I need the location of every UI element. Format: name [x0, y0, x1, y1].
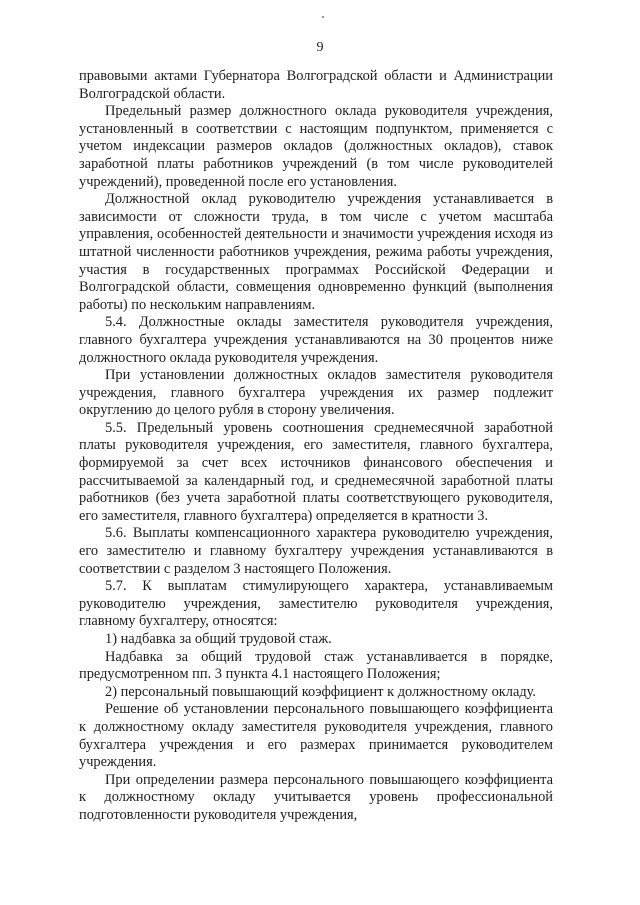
paragraph-2: Предельный размер должностного оклада руководителя учреждения, установленный в соответствии с настоящим подпунктом, применяется с учетом индексации размеров окладов (должностных окладов), ставок заработной платы работников учреждений (в том числе руководителей учреждений), проведенной после его установления. [79, 103, 553, 190]
paragraph-5: При установлении должностных окладов заместителя руководителя учреждения, главного бухгалтера учреждения их размер подлежит округлению до целого рубля в сторону увеличения. [79, 367, 553, 419]
paragraph-8: 5.7. К выплатам стимулирующего характера, устанавливаемым руководителю учреждения, заместителю руководителя учреждения, главному бухгалтеру, относятся: [79, 578, 553, 630]
paragraph-6: 5.5. Предельный уровень соотношения среднемесячной заработной платы руководителя учреждения, его заместителя, главного бухгалтера, формируемой за счет всех источников финансового обеспечения и рассчитываемой за календарный год, и среднемесячной заработной платы работников (без учета заработной платы соответствующего руководителя, его заместителя, главного бухгалтера) определяется в кратности 3. [79, 419, 553, 524]
paragraph-3: Должностной оклад руководителю учреждения устанавливается в зависимости от сложности труда, в том числе с учетом масштаба управления, особенностей деятельности и значимости учреждения исходя из штатной численности работников учреждения, режима работы учреждения, участия в государственных программах Российской Федерации и Волгоградской области, совмещения одновременно функций (выполнения работы) по нескольким направлениям. [79, 191, 553, 313]
scan-speck [322, 16, 324, 18]
page-number: 9 [316, 40, 324, 55]
paragraph-9: 1) надбавка за общий трудовой стаж. [105, 631, 332, 647]
paragraph-7: 5.6. Выплаты компенсационного характера руководителю учреждения, его заместителю и главному бухгалтеру учреждения устанавливаются в соответствии с разделом 3 настоящего Положения. [79, 525, 553, 577]
paragraph-11: 2) персональный повышающий коэффициент к должностному окладу. [105, 683, 537, 700]
paragraph-12: Решение об установлении персонального повышающего коэффициента к должностному окладу заместителя руководителя учреждения, главного бухгалтера учреждения и его размерах принимается руководителем учреждения. [79, 701, 553, 771]
paragraph-4: 5.4. Должностные оклады заместителя руководителя учреждения, главного бухгалтера учреждения устанавливаются на 30 процентов ниже должностного оклада руководителя учреждения. [79, 314, 553, 366]
paragraph-1: правовыми актами Губернатора Волгоградской области и Администрации Волгоградской области. [79, 68, 553, 102]
paragraph-13: При определении размера персонального повышающего коэффициента к должностному окладу учитывается уровень профессиональной подготовленности руководителя учреждения, [79, 771, 553, 823]
document-body [79, 68, 553, 825]
paragraph-10: Надбавка за общий трудовой стаж устанавливается в порядке, предусмотренном пп. 3 пункта 4.1 настоящего Положения; [79, 648, 553, 683]
